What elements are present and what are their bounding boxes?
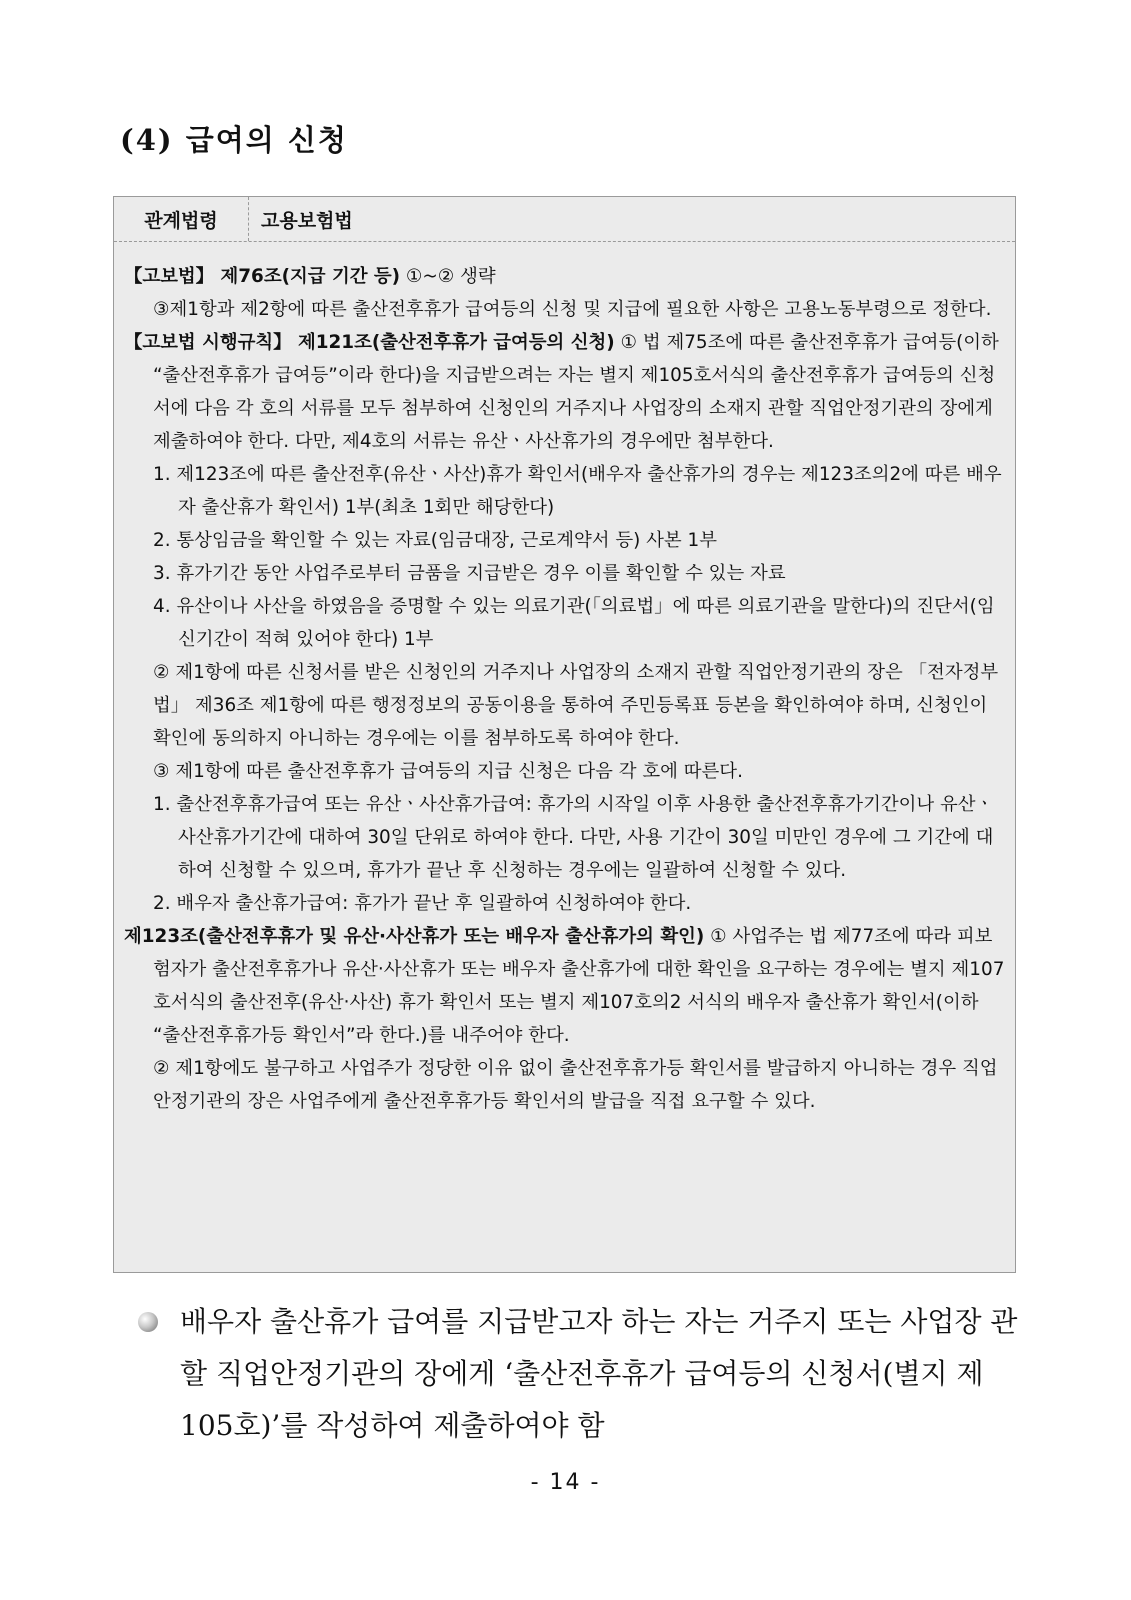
rule-123-heading: 제123조(출산전후휴가 및 유산·사산휴가 또는 배우자 출산휴가의 확인) (124, 926, 705, 947)
rule-121-p3-item-1: 1. 출산전후휴가급여 또는 유산ㆍ사산휴가급여: 휴가의 시작일 이후 사용한 출산전후휴가기간이나 유산ㆍ사산휴가기간에 대하여 30일 단위로 하여야 한다. 다만, 사용 기간이 30일 미만인 경우에 그 기간에 대하여 신청할 수 있으며, 휴가가 끝난 후 신청하는 경우에는 일괄하여 신청할 수 있다. (153, 794, 994, 881)
article-76-paragraph-3: ③제1항과 제2항에 따른 출산전후휴가 급여등의 신청 및 지급에 필요한 사항은 고용노동부령으로 정한다. (153, 299, 992, 320)
rule-121-paragraph-1: ① 법 제75조에 따른 출산전후휴가 급여등(이하 “출산전후휴가 급여등”이라 한다)을 지급받으려는 자는 별지 제105호서식의 출산전후휴가 급여등의 신청서에 다음 각 호의 서류를 모두 첨부하여 신청인의 거주지나 사업장의 소재지 관할 직업안정기관의 장에게 제출하여야 한다. 다만, 제4호의 서류는 유산ㆍ사산휴가의 경우에만 첨부한다. (153, 332, 999, 452)
rule-121-paragraph-3: ③ 제1항에 따른 출산전후휴가 급여등의 지급 신청은 다음 각 호에 따른다. (153, 761, 743, 782)
law-name: 고용보험법 (261, 209, 353, 232)
law-box-body (114, 242, 1015, 1118)
rule-121-p3-item-2: 2. 배우자 출산휴가급여: 휴가가 끝난 후 일괄하여 신청하여야 한다. (153, 893, 692, 914)
rule-121-item-1: 1. 제123조에 따른 출산전후(유산ㆍ사산)휴가 확인서(배우자 출산휴가의 경우는 제123조의2에 따른 배우자 출산휴가 확인서) 1부(최초 1회만 해당한다) (153, 464, 1002, 518)
rule-123 (124, 920, 1005, 1052)
page-number: - 14 - (530, 1470, 601, 1495)
rule-123-paragraph-2: ② 제1항에도 불구하고 사업주가 정당한 이유 없이 출산전후휴가등 확인서를 발급하지 아니하는 경우 직업안정기관의 장은 사업주에게 출산전후휴가등 확인서의 발급을 직접 요구할 수 있다. (153, 1058, 998, 1112)
article-76-omitted: ①~② 생략 (400, 266, 496, 287)
summary-text: 배우자 출산휴가 급여를 지급받고자 하는 자는 거주지 또는 사업장 관할 직업안정기관의 장에게 ‘출산전후휴가 급여등의 신청서(별지 제105호)’를 작성하여 제출하여야 함 (180, 1305, 1018, 1442)
rule-121 (124, 326, 1005, 458)
rule-121-heading: 【고보법 시행규칙】 제121조(출산전후휴가 급여등의 신청) (124, 332, 615, 353)
article-76 (124, 260, 1005, 293)
article-76-heading: 【고보법】 제76조(지급 기간 등) (124, 266, 401, 287)
law-box-header (114, 197, 1015, 242)
rule-121-item-2: 2. 통상임금을 확인할 수 있는 자료(임금대장, 근로계약서 등) 사본 1부 (153, 530, 717, 551)
section-title: (4) 급여의 신청 (120, 123, 348, 157)
rule-121-paragraph-2: ② 제1항에 따른 신청서를 받은 신청인의 거주지나 사업장의 소재지 관할 직업안정기관의 장은 「전자정부법」 제36조 제1항에 따른 행정정보의 공동이용을 통하여 주민등록표 등본을 확인하여야 하며, 신청인이 확인에 동의하지 아니하는 경우에는 이를 첨부하도록 하여야 한다. (153, 662, 999, 749)
rule-121-item-3: 3. 휴가기간 동안 사업주로부터 금품을 지급받은 경우 이를 확인할 수 있는 자료 (153, 563, 786, 584)
rule-121-item-4: 4. 유산이나 사산을 하였음을 증명할 수 있는 의료기관(「의료법」에 따른 의료기관을 말한다)의 진단서(임신기간이 적혀 있어야 한다) 1부 (153, 596, 995, 650)
law-label: 관계법령 (114, 197, 249, 241)
rule-123-paragraph-1: ① 사업주는 법 제77조에 따라 피보험자가 출산전후휴가나 유산·사산휴가 또는 배우자 출산휴가에 대한 확인을 요구하는 경우에는 별지 제107호서식의 출산전후(유산·사산) 휴가 확인서 또는 별지 제107호의2 서식의 배우자 출산휴가 확인서(이하 “출산전후휴가등 확인서”라 한다.)를 내주어야 한다. (153, 926, 1005, 1046)
related-law-box (113, 196, 1016, 1273)
